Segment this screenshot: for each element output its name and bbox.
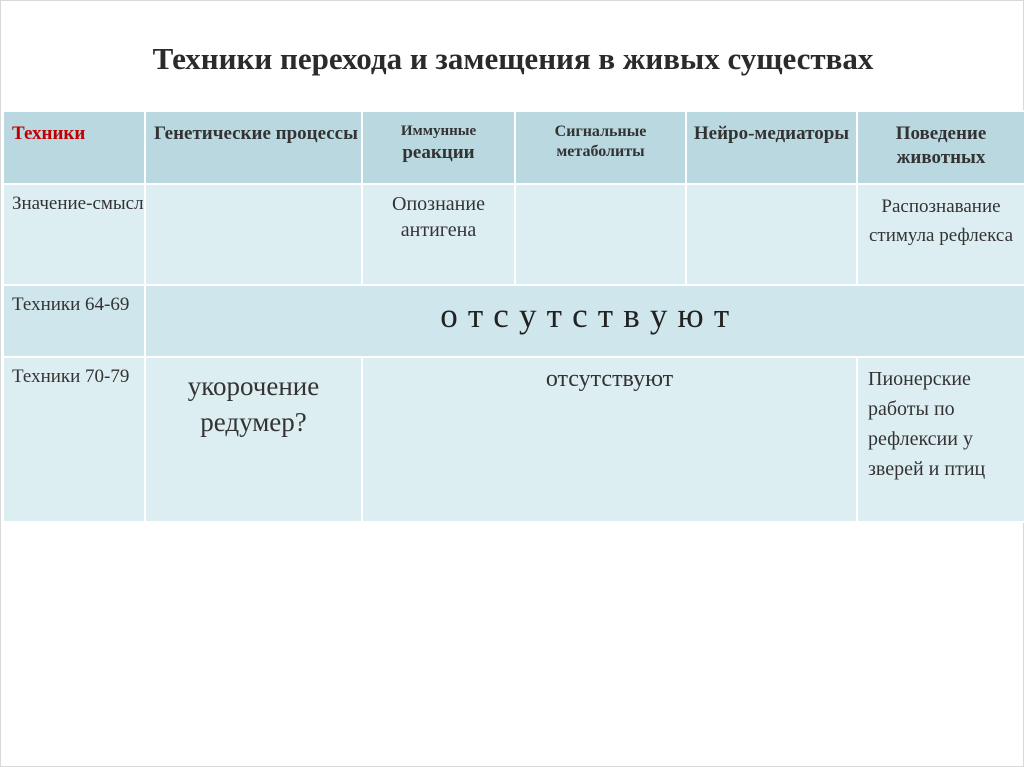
header-techniques: Техники [12,123,86,144]
table-row [3,357,1024,522]
header-immune-line2: реакции [402,141,475,163]
row-label-meaning: Значение-смысл [12,193,144,214]
absent-spaced-text: о т с у т с т в у ю т [440,296,730,335]
behavior-value: Распознавание стимула рефлекса [868,196,1014,246]
genetic-cell [145,357,362,522]
header-genetic: Генетические процессы [154,123,358,144]
behavior-cell [857,357,1024,522]
header-cell-behavior [857,111,1024,184]
empty-cell [515,184,686,285]
header-behavior: Поведение животных [895,123,987,168]
behavior-cell [857,184,1024,285]
row-label-cell [3,184,145,285]
slide-title: Техники перехода и замещения в живых существах [152,41,874,76]
header-cell-techniques [3,111,145,184]
genetic-value: укорочение редумер? [187,371,320,438]
merged-cell [145,285,1024,357]
behavior-pioneer-value: Пионерские работы по рефлексии у зверей и птиц [868,368,986,480]
header-immune [363,112,514,165]
header-neuro: Нейро-медиаторы [693,123,850,144]
row-label-cell [3,285,145,357]
techniques-table [2,110,1024,523]
header-cell-metabolites [515,111,686,184]
row-label-cell [3,357,145,522]
empty-cell [145,184,362,285]
table-row [3,184,1024,285]
table-header-row [3,111,1024,184]
merged-cell [362,357,857,522]
immune-value: Опознание антигена [392,193,485,241]
header-cell-neuro [686,111,857,184]
row-label-64-69: Техники 64-69 [12,294,130,315]
table-row [3,285,1024,357]
empty-cell [686,184,857,285]
header-immune-line1: Иммунные [400,123,477,139]
row-label-70-79: Техники 70-79 [12,366,130,387]
absent-text: отсутствуют [545,366,674,392]
header-metabolites: Сигнальные метаболиты [554,123,647,160]
header-cell-genetic [145,111,362,184]
header-cell-immune [362,111,515,184]
immune-cell [362,184,515,285]
